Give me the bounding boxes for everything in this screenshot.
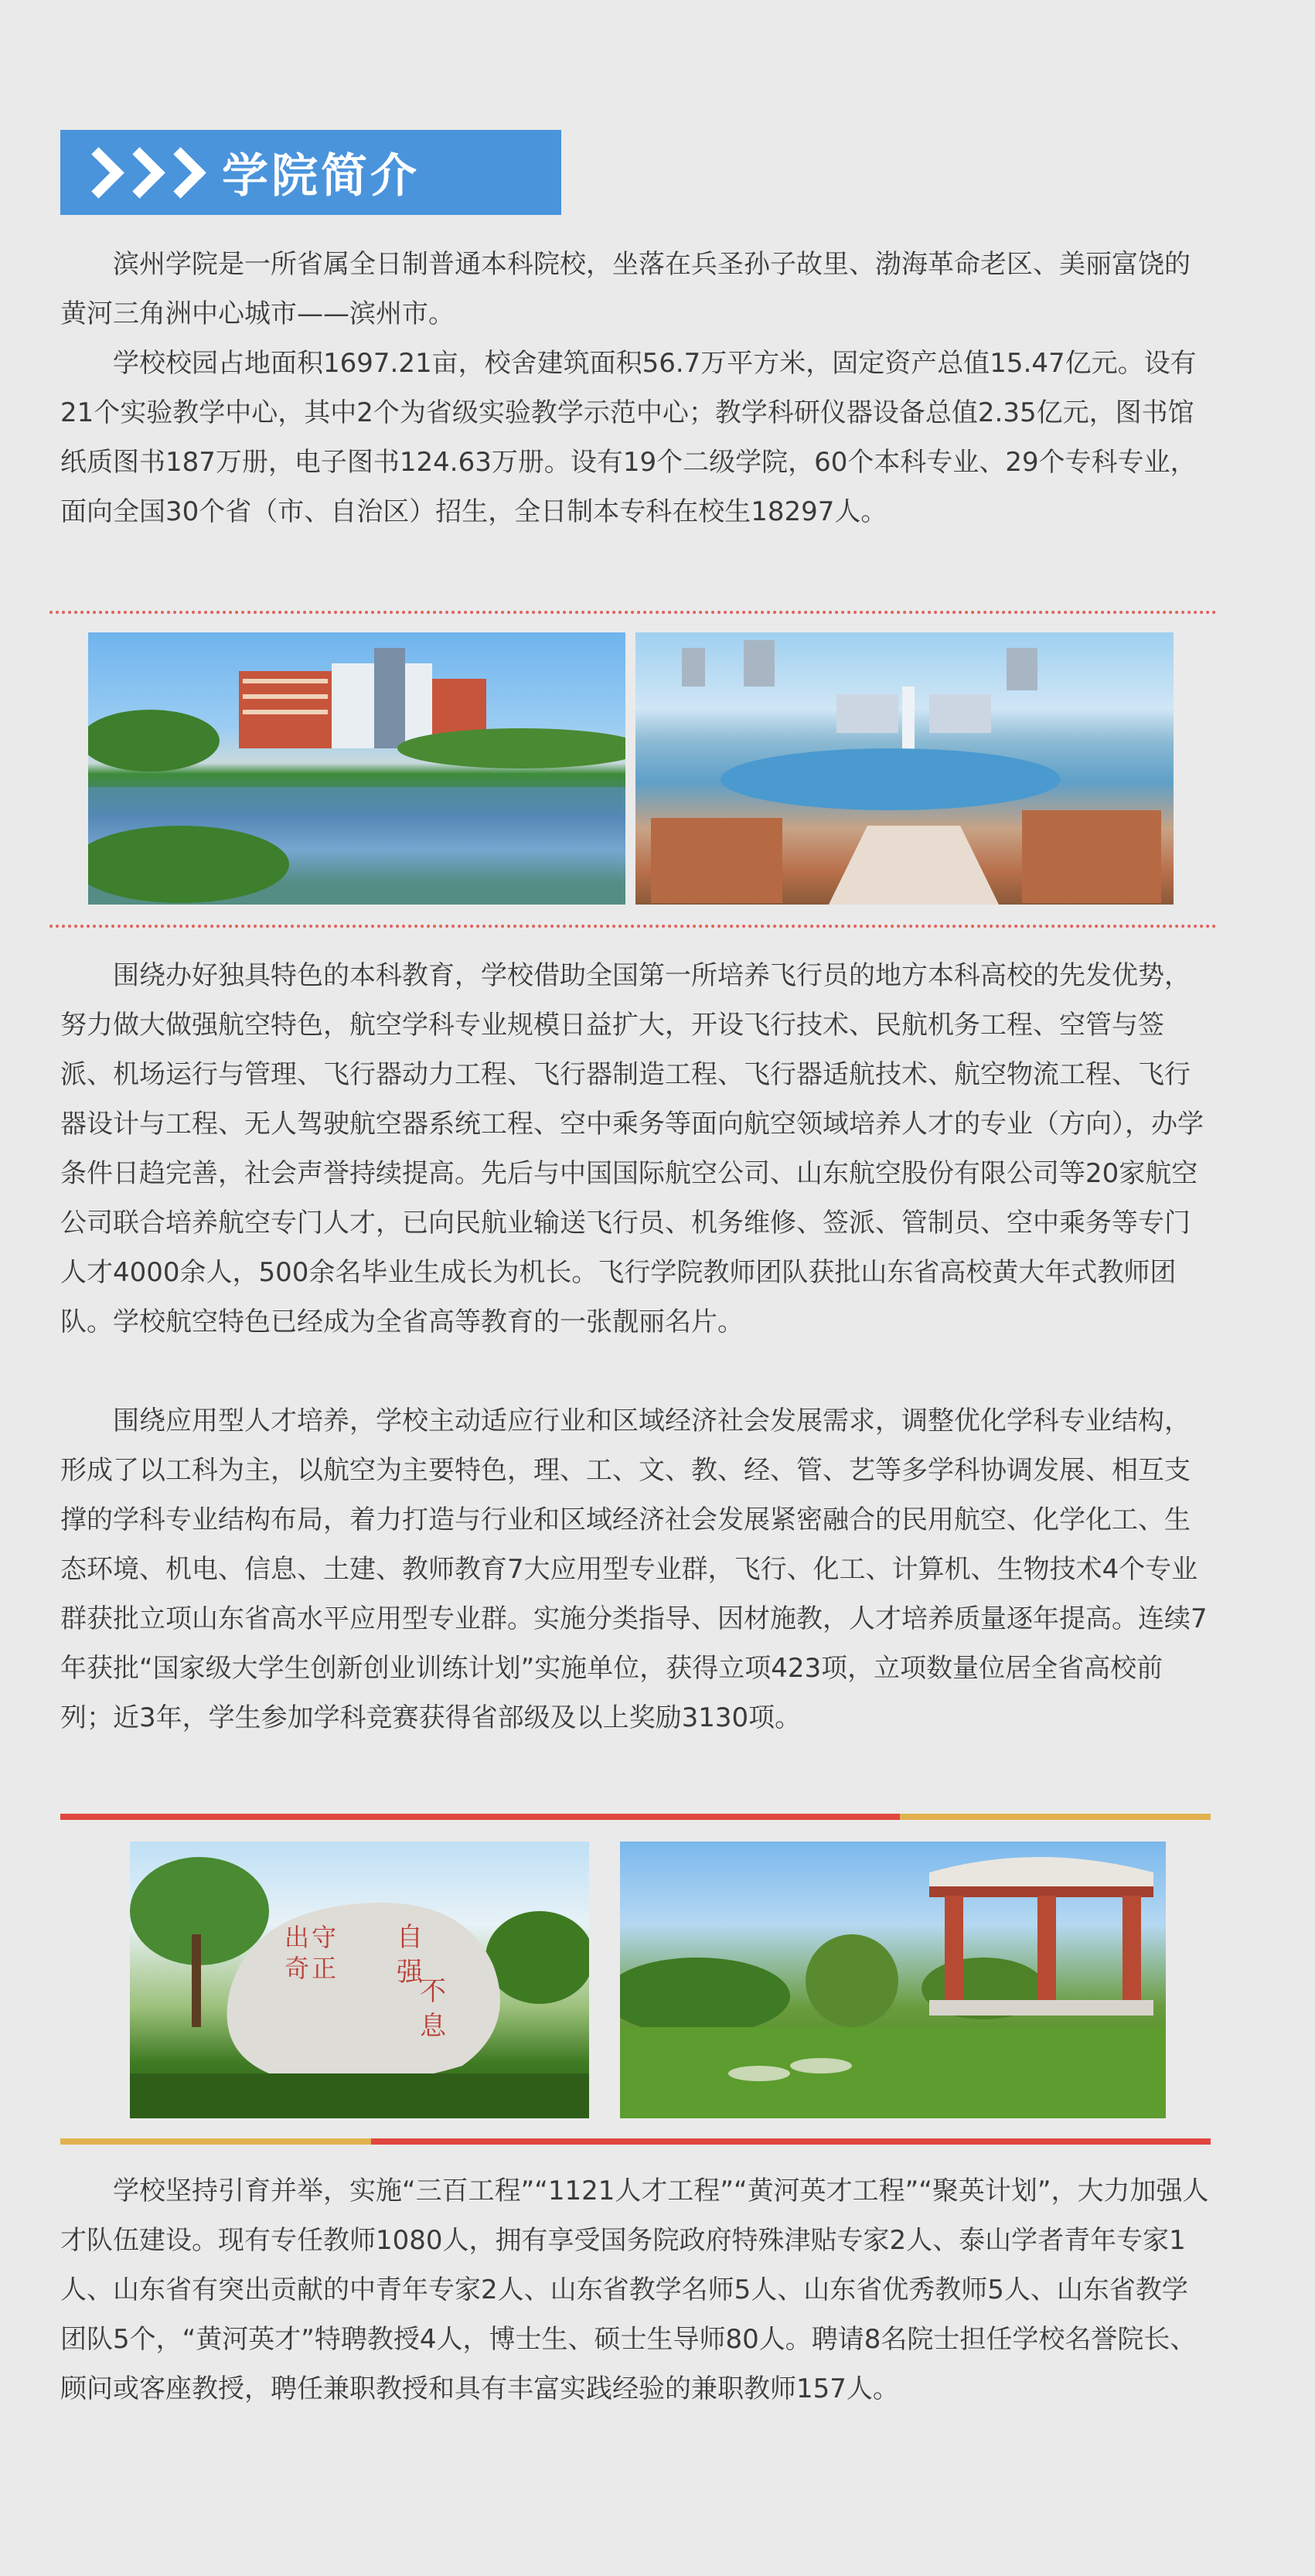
svg-text:强: 强 xyxy=(397,1957,423,1988)
paragraph-intro: 滨州学院是一所省属全日制普通本科院校，坐落在兵圣孙子故里、渤海革命老区、美丽富饶的黄河三角洲中心城市——滨州市。 xyxy=(60,249,1191,329)
gold-divider-bar xyxy=(900,1814,1211,1820)
dotted-divider xyxy=(49,611,1217,614)
paragraph-faculty: 学校坚持引育并举，实施“三百工程”“1121人才工程”“黄河英才工程”“聚英计划”，大力加强人才队伍建设。现有专任教师1080人，拥有享受国务院政府特殊津贴专家2人、泰山学者青年专家1人、山东省有突出贡献的中青年专家2人、山东省教学名师5人、山东省优秀教师5人、山东省教学团队5个，“黄河英才”特聘教授4人，博士生、硕士生导师80人。聘请8名院士担任学校名誉院长、顾问或客座教授，聘任兼职教授和具有丰富实践经验的兼职教师157人。 xyxy=(60,2176,1209,2404)
svg-text:出: 出 xyxy=(284,1923,310,1952)
svg-text:正: 正 xyxy=(312,1954,337,1983)
section-title: 学院简介 xyxy=(222,149,420,203)
svg-text:自: 自 xyxy=(397,1922,423,1953)
stone-inscription-left-col1: 守 xyxy=(312,1923,337,1952)
dotted-divider xyxy=(49,925,1217,928)
red-divider-bar xyxy=(371,2138,1211,2145)
gold-divider-bar xyxy=(60,2138,371,2145)
section-title-banner xyxy=(60,130,561,215)
svg-text:不: 不 xyxy=(420,1976,446,2007)
campus-lake-photo xyxy=(88,632,625,905)
pavilion-park-photo xyxy=(620,1842,1166,2118)
paragraph-campus: 学校校园占地面积1697.21亩，校舍建筑面积56.7万平方米，固定资产总值15.47亿元。设有21个实验教学中心，其中2个为省级实验教学示范中心；教学科研仪器设备总值2.35亿元，图书馆纸质图书187万册，电子图书124.63万册。设有19个二级学院，60个本科专业、29个专科专业，面向全国30个省（市、自治区）招生，全日制本专科在校生18297人。 xyxy=(60,348,1197,527)
paragraph-aviation: 围绕办好独具特色的本科教育，学校借助全国第一所培养飞行员的地方本科高校的先发优势，努力做大做强航空特色，航空学科专业规模日益扩大，开设飞行技术、民航机务工程、空管与签派、机场运行与管理、飞行器动力工程、飞行器制造工程、飞行器适航技术、航空物流工程、飞行器设计与工程、无人驾驶航空器系统工程、空中乘务等面向航空领域培养人才的专业（方向），办学条件日趋完善，社会声誉持续提高。先后与中国国际航空公司、山东航空股份有限公司等20家航空公司联合培养航空专门人才，已向民航业输送飞行员、机务维修、签派、管制员、空中乘务等专门人才4000余人，500余名毕业生成长为机长。飞行学院教师团队获批山东省高校黄大年式教师团队。学校航空特色已经成为全省高等教育的一张靓丽名片。 xyxy=(60,960,1204,1337)
stone-monument-photo xyxy=(130,1842,589,2118)
campus-aerial-photo xyxy=(635,632,1174,905)
svg-text:奇: 奇 xyxy=(284,1954,310,1983)
chevron-right-icon xyxy=(80,155,203,191)
red-divider-bar xyxy=(60,1814,900,1820)
paragraph-talent-training: 围绕应用型人才培养，学校主动适应行业和区域经济社会发展需求，调整优化学科专业结构，形成了以工科为主，以航空为主要特色，理、工、文、教、经、管、艺等多学科协调发展、相互支撑的学科专业结构布局，着力打造与行业和区域经济社会发展紧密融合的民用航空、化学化工、生态环境、机电、信息、土建、教师教育7大应用型专业群，飞行、化工、计算机、生物技术4个专业群获批立项山东省高水平应用型专业群。实施分类指导、因材施教，人才培养质量逐年提高。连续7年获批“国家级大学生创新创业训练计划”实施单位，获得立项423项，立项数量位居全省高校前列；近3年，学生参加学科竞赛获得省部级及以上奖励3130项。 xyxy=(60,1406,1208,1733)
svg-text:息: 息 xyxy=(420,2011,446,2042)
